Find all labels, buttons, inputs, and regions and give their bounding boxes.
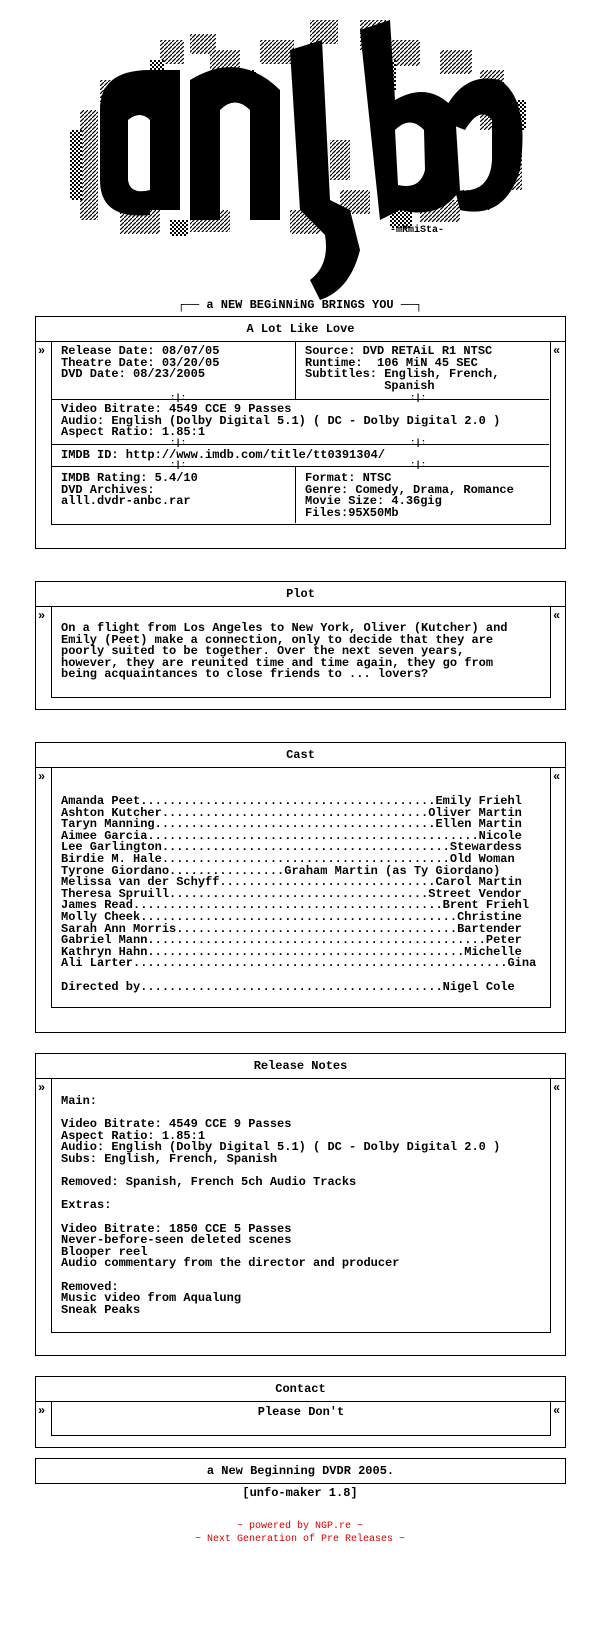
dvd-date: DVD Date: 08/23/2005	[61, 367, 206, 382]
release-dates	[61, 346, 219, 381]
imdb-rating: IMDB Rating: 5.4/10	[61, 471, 198, 485]
format: Format: NTSC	[305, 471, 392, 485]
ngp-tagline: ~ Next Generation of Pre Releases ~	[194, 1534, 406, 1545]
left-arrow-icon: »	[38, 770, 46, 784]
notes-text: Main: Video Bitrate: 4549 CCE 9 Passes Aspect Ratio: 1.85:1 Audio: English (Dolby Digital 5.1) ( DC - Dolby Digital 2.0 ) Subs: English, French, Spanish Removed: Spanish, French 5ch Audio Tracks Extras: Video Bitrate: 1850 CCE 5 Passes Never-before-seen deleted scenes Blooper reel Audio commentary from the director and producer Removed: Music video from Aqualung Sneak Peaks	[61, 1094, 501, 1317]
contact-inner	[51, 1401, 551, 1436]
video-bitrate: Video Bitrate: 4549 CCE 9 Passes	[61, 402, 292, 416]
left-arrow-icon: »	[38, 609, 46, 623]
release-format	[305, 473, 514, 519]
movie-size: Movie Size: 4.36gig	[305, 494, 442, 509]
plot-text: On a flight from Los Angeles to New York, Oliver (Kutcher) and Emily (Peet) make a connection, only to decide that they are poorly suited to be together. Over the next seven years, however, they are reunited time and time again, they go from being acquaintances to close friends to ... lovers?	[61, 621, 508, 682]
release-archives	[61, 473, 198, 508]
plot-title: Plot	[286, 587, 315, 601]
left-arrow-icon: »	[38, 1081, 46, 1095]
theatre-date: Theatre Date: 03/20/05	[61, 355, 220, 370]
plot-title-box	[35, 581, 566, 607]
grid-joint: :|:	[170, 438, 187, 448]
grid-joint: :|:	[410, 438, 427, 448]
powered-by-link[interactable]: ~ powered by NGP.re ~	[236, 1521, 364, 1532]
cast-title-box	[35, 742, 566, 768]
grid-divider	[295, 466, 296, 523]
cast-list: Amanda Peet.........................................Emily Friehl Ashton Kutcher.....................................Oliver Martin Taryn Manning.......................................Ellen Martin Aimee Garcia..............................................Nicole Lee Garlington........................................Stewardess Birdie M. Hale........................................Old Woman Tyrone Giordano................Graham Martin (as Ty Giordano) Melissa van der Schyff..............................Carol Martin Theresa Spruill....................................Street Vendor James Read...........................................Brent Friehl Molly Cheek............................................Christine Sarah Ann Morris.......................................Bartender Gabriel Mann...............................................Peter Kathryn Hahn............................................Michelle Ali Larter....................................................Gina Directed by..........................................Nigel Cole	[61, 794, 537, 994]
group-footer: a New Beginning DVDR 2005.	[206, 1464, 395, 1478]
release-date: Release Date: 08/07/05	[61, 344, 220, 358]
runtime: Runtime: 106 MiN 45 SEC	[305, 355, 478, 370]
grid-joint: :|:	[410, 393, 427, 403]
files: Files:95X50Mb	[305, 505, 399, 520]
subtitles: Subtitles: English, French, Spanish	[305, 367, 500, 393]
tagline-text: a NEW BEGiNNiNG BRINGS YOU	[206, 298, 394, 312]
audio: Audio: English (Dolby Digital 5.1) ( DC - Dolby Digital 2.0 )	[61, 413, 501, 428]
left-arrow-icon: »	[38, 1404, 46, 1418]
group-footer-box	[35, 1458, 566, 1484]
maker-credit: [unfo-maker 1.8]	[242, 1486, 358, 1500]
release-tech	[61, 404, 500, 439]
contact-text: Please Don't	[257, 1405, 345, 1419]
contact-title: Contact	[275, 1382, 326, 1396]
group-logo	[60, 10, 540, 310]
grid-divider	[51, 399, 549, 400]
grid-joint: :|:	[170, 460, 187, 470]
grid-joint: :|:	[170, 393, 187, 403]
grid-divider	[51, 444, 549, 445]
release-title: A Lot Like Love	[246, 322, 355, 336]
grid-divider	[295, 341, 296, 399]
aspect-ratio: Aspect Ratio: 1.85:1	[61, 425, 206, 440]
right-arrow-icon: «	[553, 770, 561, 784]
right-arrow-icon: «	[553, 609, 561, 623]
right-arrow-icon: «	[553, 344, 561, 358]
notes-title: Release Notes	[253, 1059, 348, 1073]
dvd-archives: DVD Archives: alll.dvdr-anbc.rar	[61, 482, 191, 509]
release-title-box	[35, 316, 566, 342]
grid-divider	[51, 466, 549, 467]
right-arrow-icon: «	[553, 1081, 561, 1095]
tagline: ┌── a NEW BEGiNNiNG BRINGS YOU ──┐	[177, 298, 423, 312]
genre: Genre: Comedy, Drama, Romance	[305, 482, 514, 497]
release-source	[305, 346, 499, 392]
right-arrow-icon: «	[553, 1404, 561, 1418]
logo-signature: -mRmiSta-	[390, 225, 445, 236]
left-arrow-icon: »	[38, 344, 46, 358]
grid-joint: :|:	[410, 460, 427, 470]
notes-title-box	[35, 1053, 566, 1079]
imdb-link[interactable]: IMDB ID: http://www.imdb.com/title/tt0391304/	[61, 448, 386, 462]
source: Source: DVD RETAiL R1 NTSC	[305, 344, 493, 358]
contact-title-box	[35, 1376, 566, 1402]
cast-title: Cast	[286, 748, 315, 762]
